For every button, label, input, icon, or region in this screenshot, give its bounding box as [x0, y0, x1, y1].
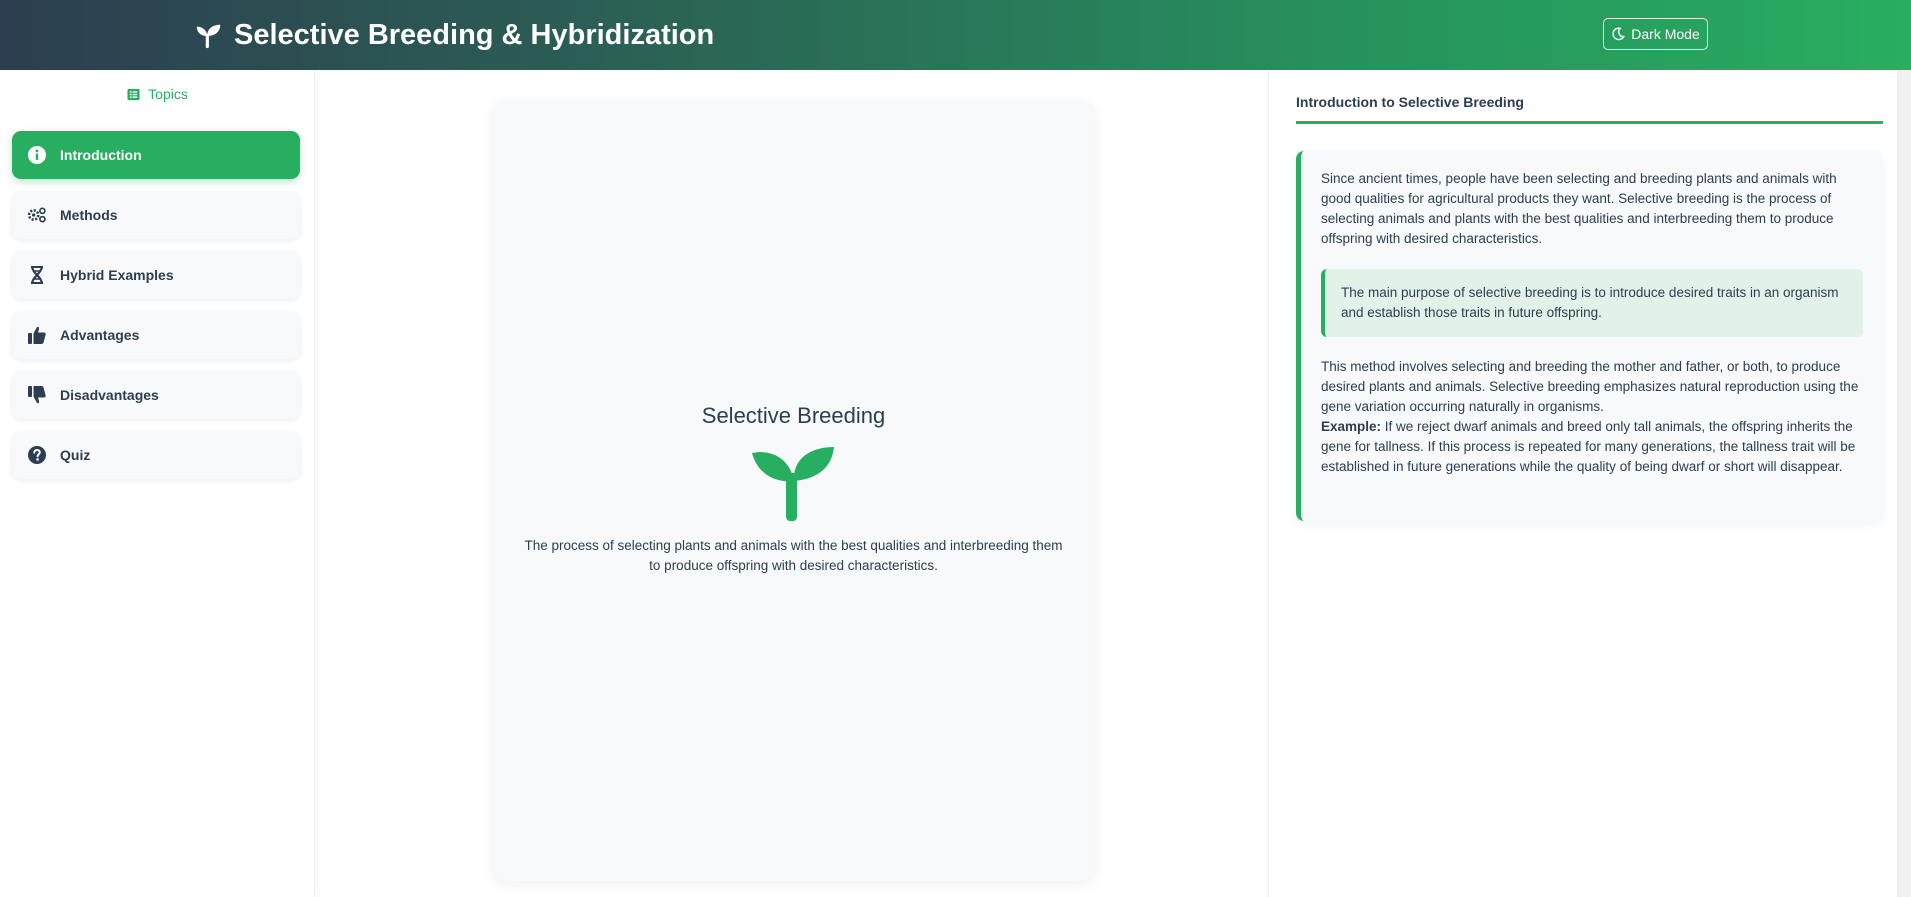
example-label: Example:: [1321, 419, 1382, 434]
details-paragraph: Since ancient times, people have been selecting and breeding plants and animals with good qualities for agricultural products they want. Selective breeding is the process of selecting animals and plants with the best qualities and interbreeding them to produce offspring with desired characteristics.: [1321, 171, 1837, 246]
question-circle-icon: [26, 444, 48, 466]
example-text: If we reject dwarf animals and breed only tall animals, the offspring inherits the gene for tallness. If this process is repeated for many generations, the tallness trait will be established in future generations while the quality of being dwarf or short will disappear.: [1321, 419, 1856, 474]
sidebar-item-label: Hybrid Examples: [60, 267, 174, 283]
sidebar-item-methods[interactable]: [12, 191, 300, 239]
seedling-icon: [750, 445, 838, 521]
info-circle-icon: [26, 144, 48, 166]
details-highlight: The main purpose of selective breeding is to introduce desired traits in an organism and establish those traits in future offspring.: [1321, 269, 1863, 337]
scrollbar[interactable]: [1897, 70, 1911, 897]
seedling-icon: [194, 20, 224, 50]
sidebar-item-label: Introduction: [60, 147, 142, 163]
sidebar-item-hybrid-examples[interactable]: [12, 251, 300, 299]
sidebar: [0, 70, 315, 897]
list-icon: [127, 88, 140, 101]
thumbs-up-icon: [26, 324, 48, 346]
dna-icon: [26, 264, 48, 286]
thumbs-down-icon: [26, 384, 48, 406]
details-paragraph: [1321, 357, 1863, 477]
sidebar-item-quiz[interactable]: [12, 431, 300, 479]
details-content: [1296, 151, 1883, 521]
app-header: [0, 0, 1911, 70]
sidebar-item-introduction[interactable]: [12, 131, 300, 179]
moon-icon: [1611, 27, 1625, 41]
app-title: [194, 0, 714, 70]
details-panel: [1268, 70, 1911, 897]
card-description: The process of selecting plants and animals with the best qualities and interbreeding them to produce offspring with desired characteristics.: [524, 538, 1063, 573]
dark-mode-button[interactable]: [1603, 18, 1708, 50]
dark-mode-label: Dark Mode: [1631, 26, 1700, 42]
sidebar-item-label: Advantages: [60, 327, 140, 343]
topics-label: Topics: [148, 86, 188, 102]
sidebar-item-label: Quiz: [60, 447, 91, 463]
app-title-text: Selective Breeding & Hybridization: [234, 18, 715, 51]
sidebar-item-disadvantages[interactable]: [12, 371, 300, 419]
card-title: Selective Breeding: [701, 403, 886, 428]
sidebar-item-label: Disadvantages: [60, 387, 159, 403]
topic-card[interactable]: [492, 100, 1095, 881]
details-title: Introduction to Selective Breeding: [1296, 94, 1883, 124]
details-paragraph-text: This method involves selecting and breeding the mother and father, or both, to produce desired plants and animals. Selective breeding emphasizes natural reproduction using the gene variation occurring naturally in organisms.: [1321, 359, 1859, 414]
sidebar-item-label: Methods: [60, 207, 118, 223]
topics-heading: [0, 86, 315, 102]
gears-icon: [26, 204, 48, 226]
sidebar-item-advantages[interactable]: [12, 311, 300, 359]
